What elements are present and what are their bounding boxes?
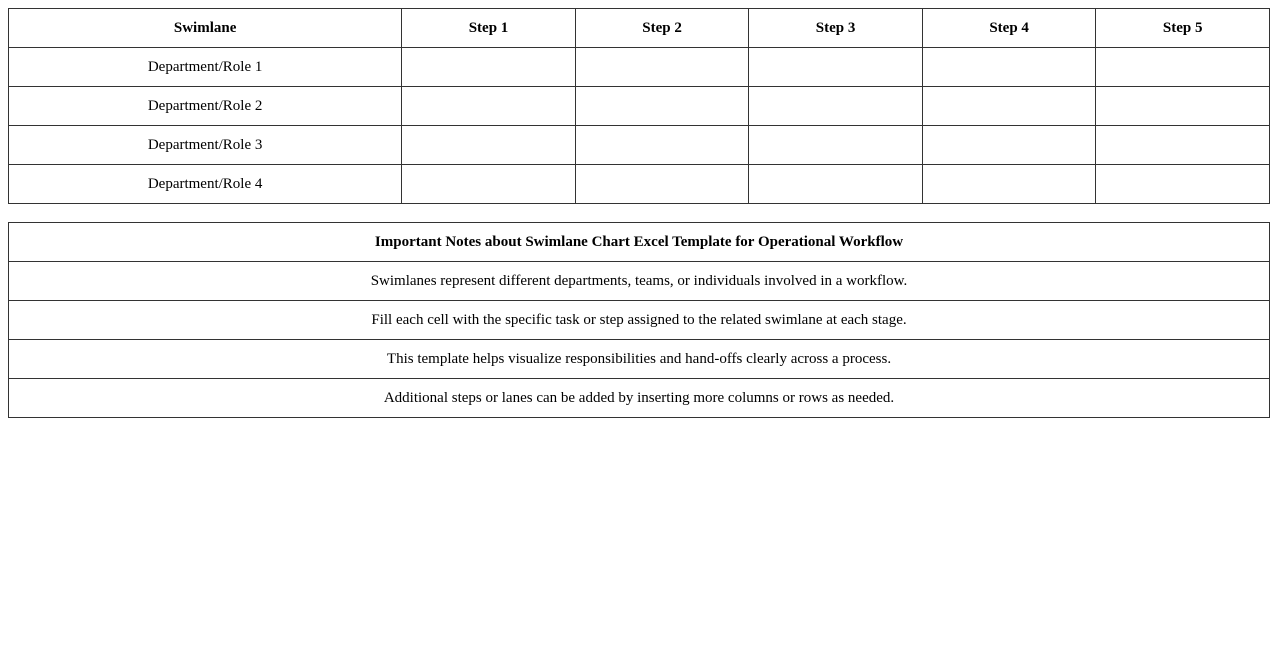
step-cell[interactable] bbox=[402, 165, 576, 204]
step-cell[interactable] bbox=[575, 126, 749, 165]
table-row bbox=[9, 126, 1270, 165]
step-cell[interactable] bbox=[922, 87, 1096, 126]
note-text: Fill each cell with the specific task or step assigned to the related swimlane at each stage. bbox=[9, 301, 1270, 340]
header-step-5: Step 5 bbox=[1096, 9, 1270, 48]
step-cell[interactable] bbox=[1096, 87, 1270, 126]
step-cell[interactable] bbox=[749, 126, 923, 165]
note-row bbox=[9, 262, 1270, 301]
header-step-3: Step 3 bbox=[749, 9, 923, 48]
step-cell[interactable] bbox=[402, 48, 576, 87]
swimlane-table bbox=[8, 8, 1270, 204]
swimlane-label: Department/Role 2 bbox=[9, 87, 402, 126]
step-cell[interactable] bbox=[575, 87, 749, 126]
header-step-1: Step 1 bbox=[402, 9, 576, 48]
swimlane-header-row bbox=[9, 9, 1270, 48]
header-step-4: Step 4 bbox=[922, 9, 1096, 48]
notes-title: Important Notes about Swimlane Chart Excel Template for Operational Workflow bbox=[9, 223, 1270, 262]
table-row bbox=[9, 48, 1270, 87]
step-cell[interactable] bbox=[1096, 126, 1270, 165]
step-cell[interactable] bbox=[1096, 165, 1270, 204]
step-cell[interactable] bbox=[402, 126, 576, 165]
step-cell[interactable] bbox=[749, 48, 923, 87]
note-text: This template helps visualize responsibilities and hand-offs clearly across a process. bbox=[9, 340, 1270, 379]
step-cell[interactable] bbox=[749, 165, 923, 204]
step-cell[interactable] bbox=[402, 87, 576, 126]
note-row bbox=[9, 301, 1270, 340]
step-cell[interactable] bbox=[575, 165, 749, 204]
step-cell[interactable] bbox=[922, 126, 1096, 165]
swimlane-label: Department/Role 3 bbox=[9, 126, 402, 165]
table-row bbox=[9, 87, 1270, 126]
notes-table bbox=[8, 222, 1270, 418]
notes-header-row bbox=[9, 223, 1270, 262]
header-swimlane: Swimlane bbox=[9, 9, 402, 48]
note-row bbox=[9, 340, 1270, 379]
note-row bbox=[9, 379, 1270, 418]
step-cell[interactable] bbox=[749, 87, 923, 126]
document-body bbox=[8, 8, 1270, 418]
step-cell[interactable] bbox=[1096, 48, 1270, 87]
header-step-2: Step 2 bbox=[575, 9, 749, 48]
step-cell[interactable] bbox=[575, 48, 749, 87]
note-text: Swimlanes represent different departments, teams, or individuals involved in a workflow. bbox=[9, 262, 1270, 301]
note-text: Additional steps or lanes can be added by inserting more columns or rows as needed. bbox=[9, 379, 1270, 418]
swimlane-label: Department/Role 4 bbox=[9, 165, 402, 204]
swimlane-label: Department/Role 1 bbox=[9, 48, 402, 87]
step-cell[interactable] bbox=[922, 48, 1096, 87]
step-cell[interactable] bbox=[922, 165, 1096, 204]
table-row bbox=[9, 165, 1270, 204]
